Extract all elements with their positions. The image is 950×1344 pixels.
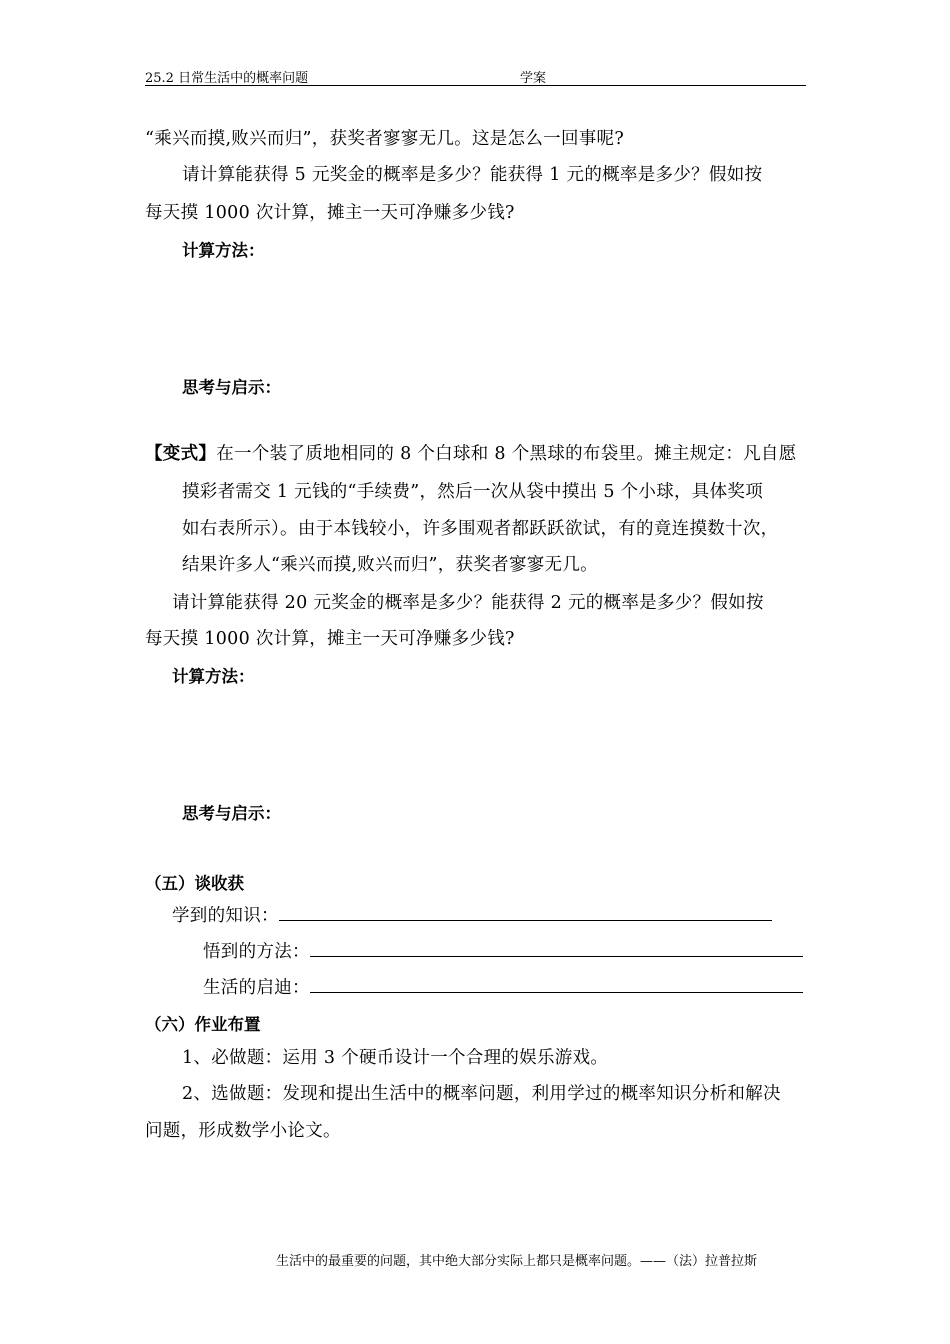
paragraph-line: “乘兴而摸,败兴而归”，获奖者寥寥无几。这是怎么一回事呢? [145, 129, 625, 149]
question-2-line-2: 每天摸 1000 次计算，摊主一天可净赚多少钱? [145, 629, 515, 649]
method-blank[interactable] [310, 942, 803, 957]
life-inspiration-row [203, 974, 803, 999]
reflection-label-2: 思考与启示： [182, 804, 281, 823]
variant-line-3: 如右表所示）。由于本钱较小，许多围观者都跃跃欲试，有的竟连摸数十次， [182, 519, 779, 539]
method-label: 悟到的方法： [203, 942, 310, 962]
header-divider [145, 85, 806, 86]
section-5-title: （五）谈收获 [145, 874, 244, 893]
life-inspiration-blank[interactable] [310, 978, 803, 993]
variant-line-1: 在一个装了质地相同的 8 个白球和 8 个黑球的布袋里。摊主规定：凡自愿 [216, 444, 797, 464]
header-doc-type: 学案 [520, 71, 547, 86]
reflection-label-1: 思考与启示： [182, 378, 281, 397]
homework-required: 1、必做题：运用 3 个硬币设计一个合理的娱乐游戏。 [182, 1048, 609, 1068]
header-title: 25.2 日常生活中的概率问题 [145, 71, 309, 86]
variant-line-4: 结果许多人“乘兴而摸,败兴而归”，获奖者寥寥无几。 [182, 555, 598, 575]
homework-optional-line-2: 问题，形成数学小论文。 [145, 1121, 341, 1141]
footer-quote: 生活中的最重要的问题，其中绝大部分实际上都只是概率问题。——（法）拉普拉斯 [276, 1254, 758, 1269]
learned-knowledge-row [172, 902, 772, 927]
question-2-line-1: 请计算能获得 20 元奖金的概率是多少？能获得 2 元的概率是多少？假如按 [172, 593, 764, 613]
homework-optional-line-1: 2、选做题：发现和提出生活中的概率问题，利用学过的概率知识分析和解决 [182, 1084, 781, 1104]
method-row [203, 938, 803, 963]
learned-knowledge-blank[interactable] [279, 906, 772, 921]
calc-method-label-1: 计算方法： [182, 241, 265, 260]
variant-line-2: 摸彩者需交 1 元钱的“手续费”，然后一次从袋中摸出 5 个小球，具体奖项 [182, 482, 764, 502]
question-1-line-1: 请计算能获得 5 元奖金的概率是多少？能获得 1 元的概率是多少？假如按 [182, 165, 763, 185]
section-6-title: （六）作业布置 [145, 1015, 261, 1034]
variant-first-line [145, 440, 797, 465]
calc-method-label-2: 计算方法： [172, 667, 255, 686]
question-1-line-2: 每天摸 1000 次计算，摊主一天可净赚多少钱? [145, 203, 515, 223]
life-inspiration-label: 生活的启迪： [203, 978, 310, 998]
learned-knowledge-label: 学到的知识： [172, 906, 279, 926]
variant-tag: 【变式】 [145, 444, 217, 464]
